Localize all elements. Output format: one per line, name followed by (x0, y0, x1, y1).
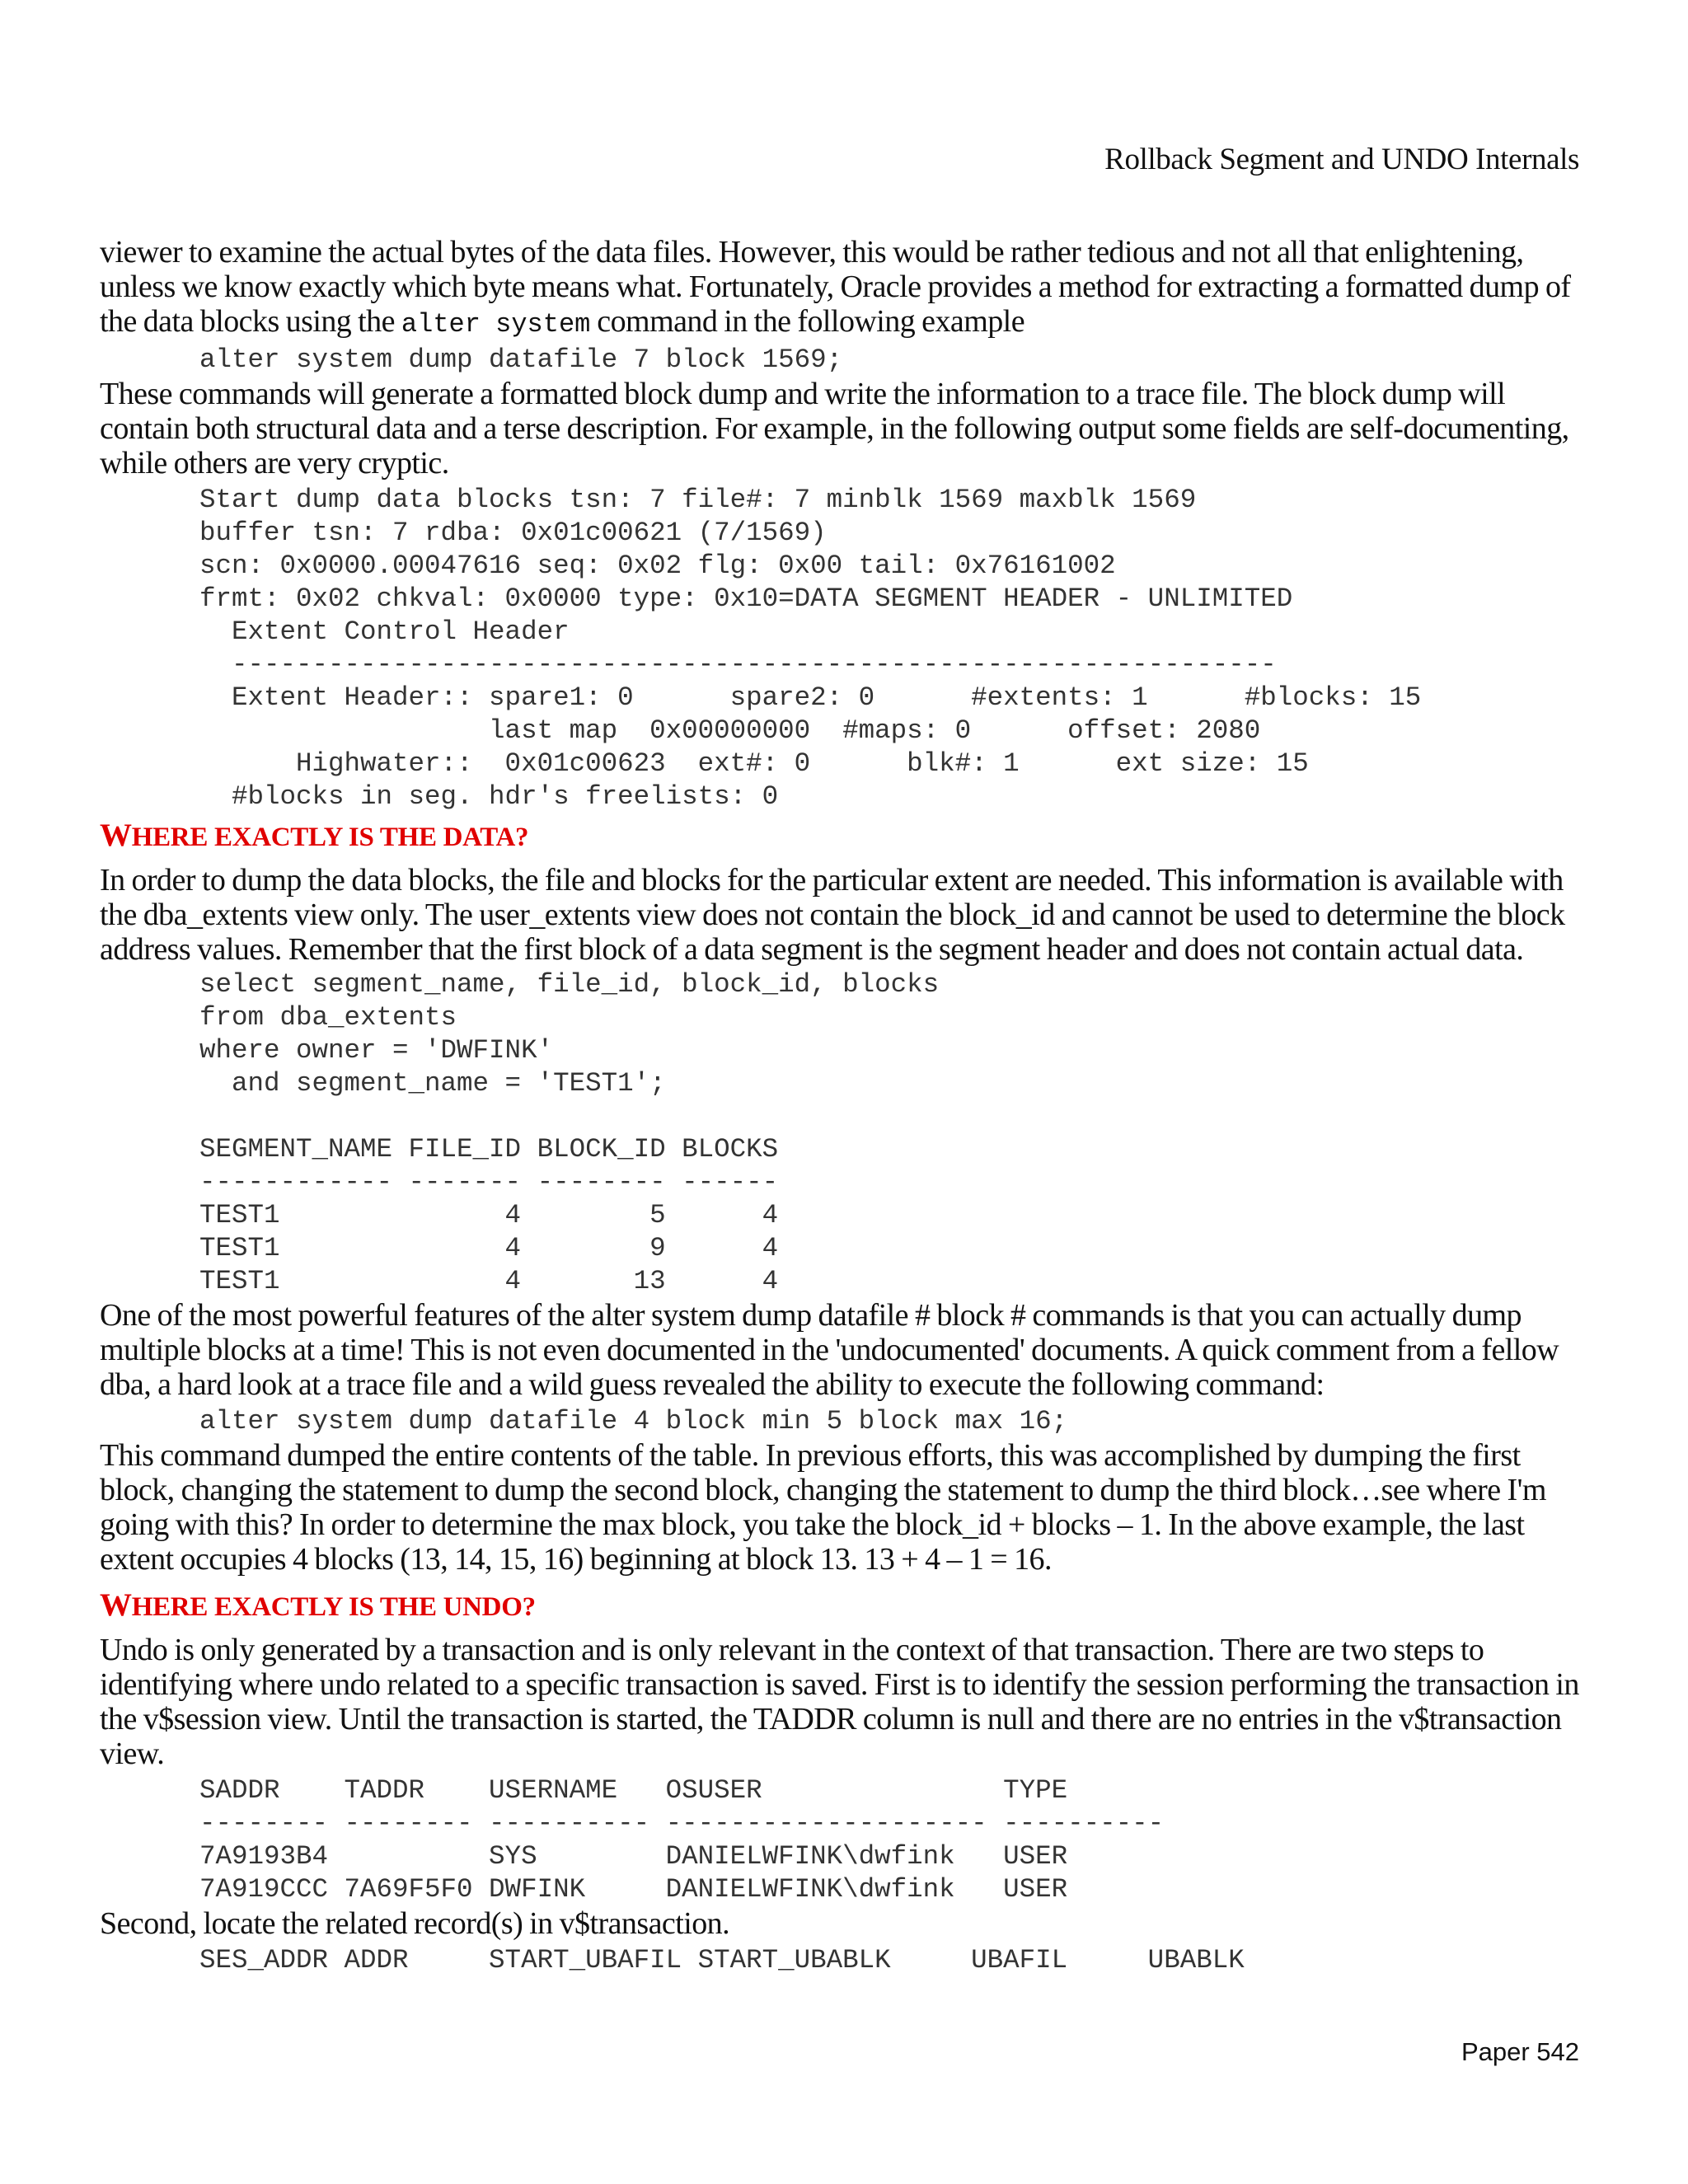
code-block-extents-query: select segment_name, file_id, block_id, blocks from dba_extents where owner = 'DWFINK' and segment_name = 'TEST1'; SEGMENT_NAME FILE_ID BLOCK_ID BLOCKS ------------ ------- -------- ------ TEST1 4 5 4 TEST1 4 9 4 TEST1 4 13 4 (199, 969, 940, 1296)
paragraph-second-step: Second, locate the related record(s) in v$transaction. (100, 1906, 730, 1941)
code-block-dump-command: alter system dump datafile 7 block 1569; (199, 344, 843, 375)
inline-code: alter system (401, 309, 591, 340)
heading-initial: W (100, 1587, 132, 1623)
paragraph-block-dump: These commands will generate a formatted block dump and write the information to a trace file. The block dump will contain both structural data and a terse description. For example, in the following output some fields are self-documenting, while others are very cryptic. (100, 377, 1569, 480)
paragraph-text: command in the following example (590, 304, 1025, 339)
section-heading-data (100, 818, 1583, 855)
code-block-range-dump: alter system dump datafile 4 block min 5 block max 16; (199, 1406, 1068, 1436)
running-header: Rollback Segment and UNDO Internals (1104, 143, 1579, 176)
paragraph-undo-transaction: Undo is only generated by a transaction and is only relevant in the context of that transaction. There are two steps to identifying where undo related to a specific transaction is saved. First is to identify the session performing the transaction in the v$session view. Until the transaction is started, the TADDR column is null and there are no entries in the v$transaction view. (100, 1633, 1579, 1771)
section-heading-undo (100, 1588, 1583, 1624)
code-block-dump-output: Start dump data blocks tsn: 7 file#: 7 minblk 1569 maxblk 1569 buffer tsn: 7 rdba: 0x01c00621 (7/1569) scn: 0x0000.00047616 seq: 0x02 flg: 0x00 tail: 0x76161002 frmt: 0x02 chkval: 0x0000 type: 0x10=DATA SEGMENT HEADER - UNLIMITED Extent Control Header ----------------------------------------------------------------- Extent Header:: spare1: 0 spare2: 0 #extents: 1 #blocks: 15 last map 0x00000000 #maps: 0 offset: 2080 Highwater:: 0x01c00623 ext#: 0 blk#: 1 ext size: 15 #blocks in seg. hdr's freelists: 0 (199, 485, 1422, 812)
heading-rest: HERE EXACTLY IS THE DATA? (131, 823, 529, 852)
paragraph-dba-extents: In order to dump the data blocks, the file and blocks for the particular extent are needed. This information is available with the dba_extents view only. The user_extents view does not contain the block_id and cannot be used to determine the block address values. Remember that the first block of a data segment is the segment header and does not contain actual data. (100, 863, 1565, 967)
heading-rest: HERE EXACTLY IS THE UNDO? (131, 1592, 536, 1622)
paragraph-max-block: This command dumped the entire contents of the table. In previous efforts, this was accomplished by dumping the first block, changing the statement to dump the second block, changing the statement to dump the third block…see where I'm going with this? In order to determine the max block, you take the block_id + blocks – 1. In the above example, the last extent occupies 4 blocks (13, 14, 15, 16) beginning at block 13. 13 + 4 – 1 = 16. (100, 1438, 1546, 1577)
heading-initial: W (100, 818, 132, 853)
page-footer: Paper 542 (1461, 2037, 1579, 2066)
paragraph-multiple-blocks: One of the most powerful features of the alter system dump datafile # block # commands is that you can actually dump multiple blocks at a time! This is not even documented in the 'undocumented' documents. A quick comment from a fellow dba, a hard look at a trace file and a wild guess revealed the ability to execute the following command: (100, 1298, 1559, 1402)
page-content (100, 235, 1583, 1977)
code-block-transaction-header: SES_ADDR ADDR START_UBAFIL START_UBABLK UBAFIL UBABLK (199, 1945, 1245, 1975)
paragraph-intro (100, 235, 1583, 342)
code-block-session-output: SADDR TADDR USERNAME OSUSER TYPE -------- -------- ---------- -------------------- ---------- 7A9193B4 SYS DANIELWFINK\dwfink USER 7A919CCC 7A69F5F0 DWFINK DANIELWFINK\dwfink USER (199, 1775, 1165, 1905)
paragraph-text: viewer to examine the actual bytes of the data files. However, this would be rather tedious and not all that enlightening, unless we know exactly which byte means what. Fortunately, Oracle provides a method for extracting a formatted dump of the data blocks using the (100, 235, 1571, 339)
